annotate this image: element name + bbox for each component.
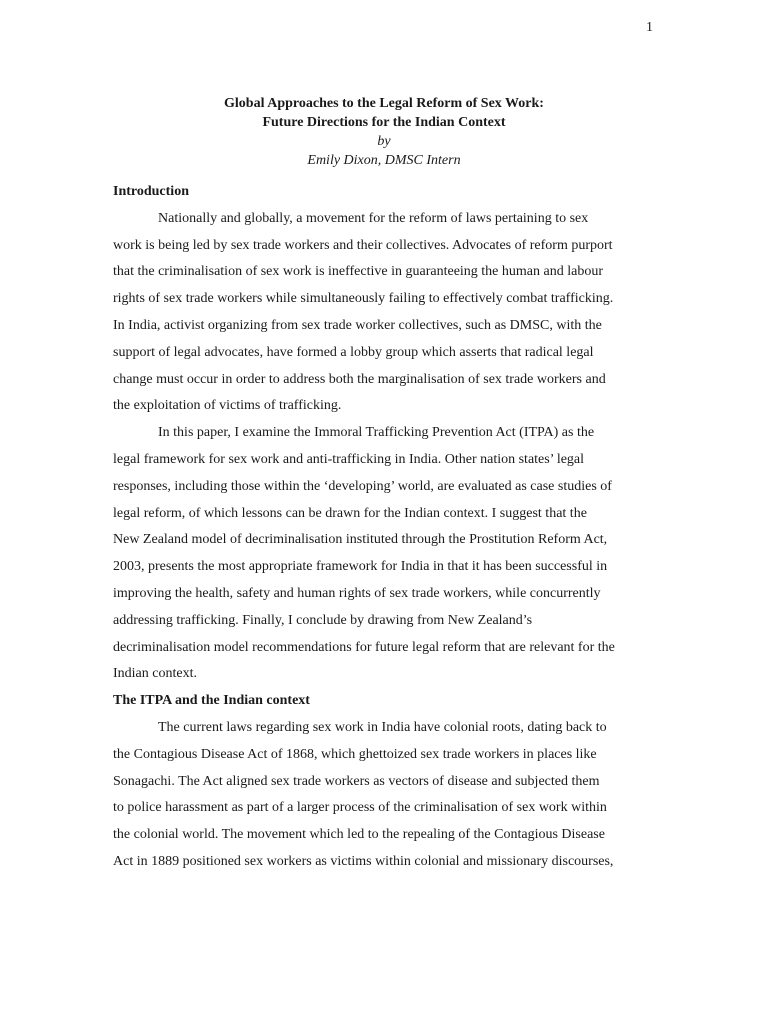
text-line: improving the health, safety and human rights of sex trade workers, while concurrently (113, 585, 601, 601)
text-line: Sonagachi. The Act aligned sex trade workers as vectors of disease and subjected them (113, 773, 600, 789)
text-line: New Zealand model of decriminalisation instituted through the Prostitution Reform Act, (113, 532, 608, 548)
text-line: Nationally and globally, a movement for the reform of laws pertaining to sex (158, 210, 589, 226)
text-line: decriminalisation model recommendations for future legal reform that are relevant for the (113, 639, 615, 655)
text-line: In this paper, I examine the Immoral Trafficking Prevention Act (ITPA) as the (158, 425, 595, 441)
title-by: by (377, 134, 391, 149)
title-line-1: Global Approaches to the Legal Reform of Sex Work: (224, 96, 544, 111)
text-line: In India, activist organizing from sex trade worker collectives, such as DMSC, with the (113, 317, 602, 333)
text-line: Act in 1889 positioned sex workers as victims within colonial and missionary discourses, (113, 853, 614, 869)
section-heading-introduction: Introduction (113, 184, 189, 199)
title-line-2: Future Directions for the Indian Context (262, 115, 506, 130)
author-line: Emily Dixon, DMSC Intern (307, 153, 461, 168)
text-line: change must occur in order to address both the marginalisation of sex trade workers and (113, 371, 606, 387)
section-heading-itpa: The ITPA and the Indian context (113, 693, 310, 709)
text-line: that the criminalisation of sex work is ineffective in guaranteeing the human and labour (113, 264, 603, 280)
text-line: to police harassment as part of a larger process of the criminalisation of sex work within (113, 800, 607, 816)
text-line: 2003, presents the most appropriate framework for India in that it has been successful in (113, 559, 608, 575)
page-number: 1 (646, 20, 653, 35)
text-line: support of legal advocates, have formed a lobby group which asserts that radical legal (113, 344, 594, 360)
text-line: rights of sex trade workers while simultaneously failing to effectively combat trafficking. (113, 291, 614, 307)
text-line: Indian context. (113, 666, 197, 682)
text-line: the Contagious Disease Act of 1868, which ghettoized sex trade workers in places like (113, 746, 597, 762)
text-line: legal reform, of which lessons can be drawn for the Indian context. I suggest that the (113, 505, 587, 521)
body-text (113, 179, 655, 876)
text-line: the exploitation of victims of trafficking. (113, 398, 342, 414)
paragraph (113, 206, 655, 420)
text-line: responses, including those within the ‘developing’ world, are evaluated as case studies of (113, 478, 612, 494)
text-line: The current laws regarding sex work in India have colonial roots, dating back to (158, 719, 607, 735)
paragraph (113, 420, 655, 688)
paragraph (113, 715, 655, 876)
text-line: the colonial world. The movement which led to the repealing of the Contagious Disease (113, 827, 605, 843)
text-line: addressing trafficking. Finally, I conclude by drawing from New Zealand’s (113, 612, 533, 628)
title-block (0, 94, 768, 170)
text-line: legal framework for sex work and anti-trafficking in India. Other nation states’ legal (113, 451, 585, 467)
text-line: work is being led by sex trade workers and their collectives. Advocates of reform purport (113, 237, 613, 253)
